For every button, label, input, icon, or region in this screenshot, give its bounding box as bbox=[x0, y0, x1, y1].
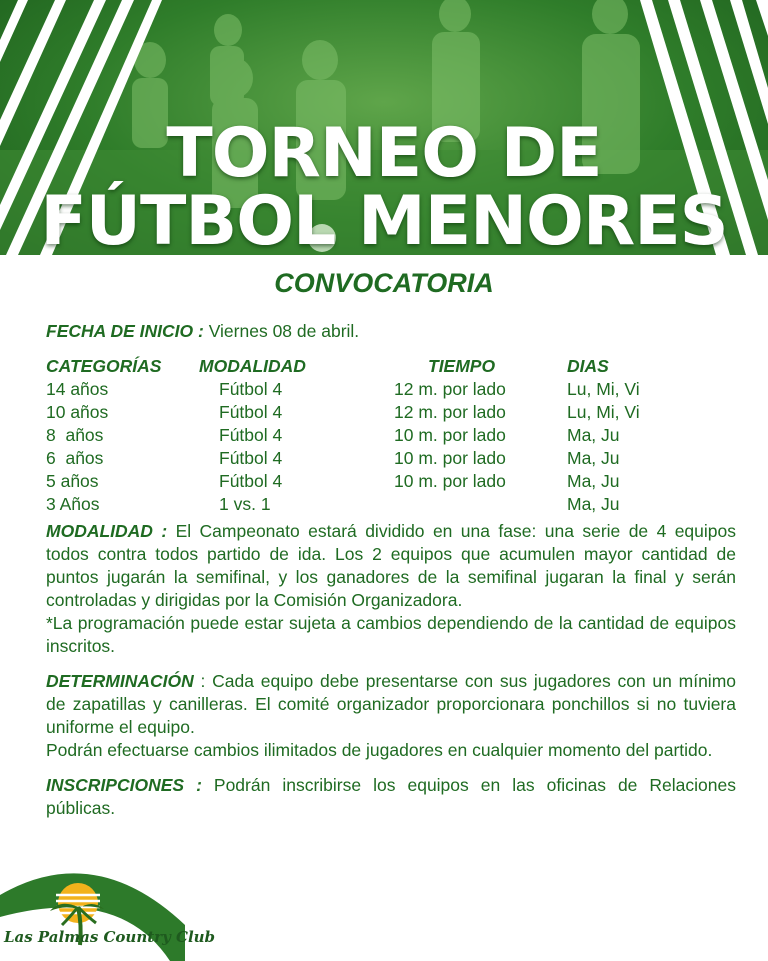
fecha-line bbox=[46, 320, 359, 343]
cell-modalidad: Fútbol 4 bbox=[219, 448, 283, 468]
hero-title-line2: FÚTBOL MENORES bbox=[40, 182, 728, 255]
fecha-value: Viernes 08 de abril. bbox=[203, 321, 360, 341]
modalidad-paragraph bbox=[46, 520, 736, 612]
cell-tiempo: 10 m. por lado bbox=[394, 471, 506, 491]
cell-categoria: 14 años bbox=[46, 379, 109, 399]
cell-categoria: 6 años bbox=[46, 448, 104, 468]
header-dias: DIAS bbox=[567, 356, 609, 376]
fecha-row bbox=[46, 320, 736, 343]
modalidad-text: El Campeonato estará dividido en una fase: una serie de 4 equipos todos contra todos partido de ida. Los 2 equipos que acumulen mayor cantidad de puntos jugarán la semifinal, y los ganadores de la semifinal jugaran la final y serán controladas y dirigidas por la Comisión Organizadora. bbox=[46, 521, 737, 610]
subtitle: CONVOCATORIA bbox=[274, 268, 494, 298]
cell-categoria: 8 años bbox=[46, 425, 104, 445]
cell-dias: Lu, Mi, Vi bbox=[567, 379, 640, 399]
table-row bbox=[46, 424, 736, 447]
header-modalidad: MODALIDAD bbox=[199, 356, 306, 376]
cell-categoria: 5 años bbox=[46, 471, 99, 491]
modalidad-label: MODALIDAD : bbox=[46, 521, 168, 541]
cell-modalidad: 1 vs. 1 bbox=[219, 494, 271, 514]
inscripciones-text: Podrán inscribirse los equipos en las oficinas de Relaciones públicas. bbox=[46, 775, 736, 818]
cell-tiempo: 12 m. por lado bbox=[394, 402, 506, 422]
cell-categoria: 10 años bbox=[46, 402, 109, 422]
cell-modalidad: Fútbol 4 bbox=[219, 402, 283, 422]
inscripciones-paragraph bbox=[46, 774, 736, 820]
table-row bbox=[46, 493, 736, 516]
logo-text: Las Palmas Country Club bbox=[4, 928, 216, 946]
cell-modalidad: Fútbol 4 bbox=[219, 425, 283, 445]
cell-tiempo: 10 m. por lado bbox=[394, 425, 506, 445]
table-row bbox=[46, 447, 736, 470]
table-row bbox=[46, 470, 736, 493]
cell-modalidad: Fútbol 4 bbox=[219, 379, 283, 399]
table-header bbox=[46, 355, 736, 378]
header-categorias: CATEGORÍAS bbox=[46, 356, 162, 376]
cell-dias: Ma, Ju bbox=[567, 425, 620, 445]
determinacion-label: DETERMINACIÓN bbox=[46, 671, 194, 691]
cell-categoria: 3 Años bbox=[46, 494, 100, 514]
hero-title-line1: TORNEO DE bbox=[166, 114, 602, 193]
cell-dias: Ma, Ju bbox=[567, 471, 620, 491]
cell-dias: Ma, Ju bbox=[567, 448, 620, 468]
determinacion-text: : Cada equipo debe presentarse con sus jugadores con un mínimo de zapatillas y canilleras. El comité organizador proporcionara ponchillos si no tuviera uniforme el equipo. bbox=[46, 671, 736, 737]
header-tiempo: TIEMPO bbox=[428, 356, 496, 376]
modalidad-note: *La programación puede estar sujeta a cambios dependiendo de la cantidad de equipos inscritos. bbox=[46, 613, 736, 656]
cell-tiempo: 10 m. por lado bbox=[394, 448, 506, 468]
determinacion-paragraph bbox=[46, 670, 736, 739]
cell-tiempo: 12 m. por lado bbox=[394, 379, 506, 399]
cell-modalidad: Fútbol 4 bbox=[219, 471, 283, 491]
content bbox=[46, 320, 736, 820]
inscripciones-label: INSCRIPCIONES : bbox=[46, 775, 202, 795]
fecha-label: FECHA DE INICIO : bbox=[46, 321, 204, 341]
table-row bbox=[46, 401, 736, 424]
cell-dias: Ma, Ju bbox=[567, 494, 620, 514]
table-row bbox=[46, 378, 736, 401]
cell-dias: Lu, Mi, Vi bbox=[567, 402, 640, 422]
determinacion-text2: Podrán efectuarse cambios ilimitados de jugadores en cualquier momento del partido. bbox=[46, 740, 713, 760]
hero-banner bbox=[0, 0, 768, 255]
